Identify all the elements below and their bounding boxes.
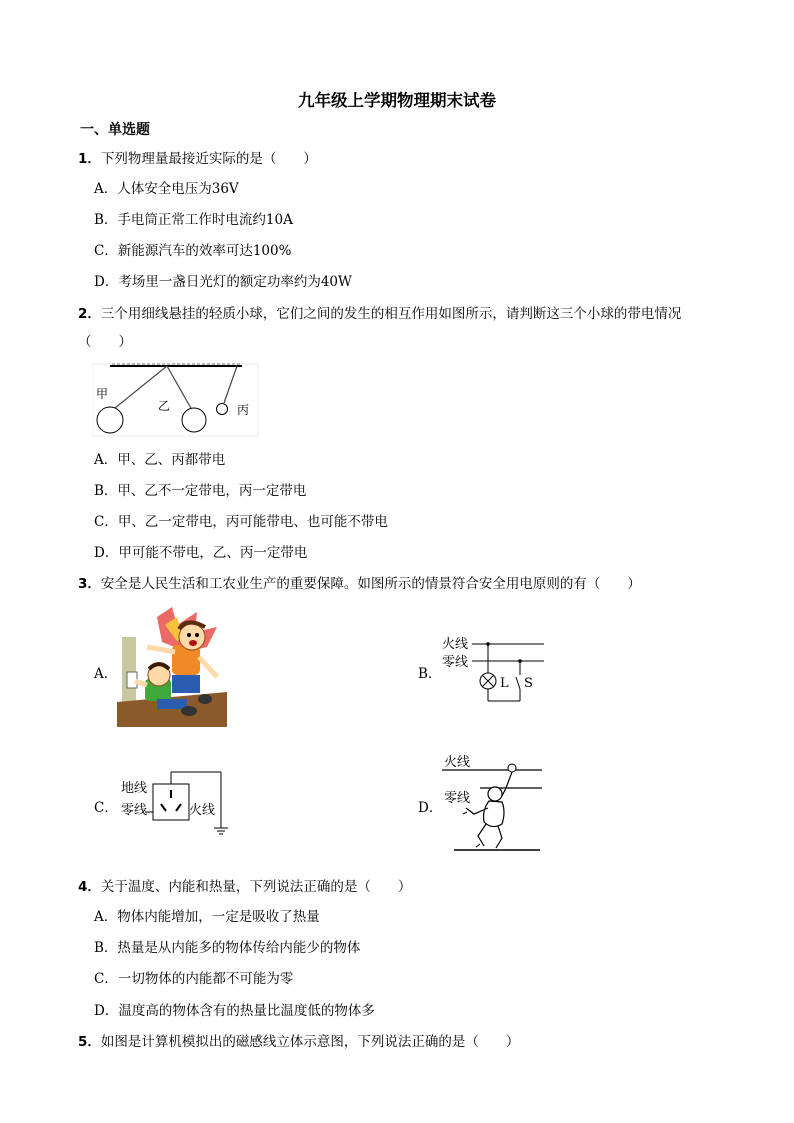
q3-option-b-letter: B． [418,666,442,682]
question-stem: 关于温度、内能和热量，下列说法正确的是（ ） [100,879,412,895]
question-number: 5． [78,1034,101,1050]
q2-option-c: C．甲、乙一定带电，丙可能带电、也可能不带电 [94,514,388,530]
fig-label-yi: 乙 [158,399,171,413]
q3-figure-a-electric-shock-cartoon [117,607,227,727]
question-5 [78,1030,519,1050]
q2-hanging-balls-figure [92,358,262,438]
q1-option-b: B．手电筒正常工作时电流约10A [94,212,293,228]
q1-option-a: A．人体安全电压为36V [94,181,239,197]
q3-figure-d-person-touching-wire [440,752,545,854]
question-number: 4． [78,879,101,895]
lamp-label: L [500,676,509,691]
q4-option-b: B．热量是从内能多的物体传给内能少的物体 [94,940,361,956]
neutral-wire-label: 零线 [121,803,148,818]
q3-option-a-letter: A． [94,666,118,682]
q2-option-b: B．甲、乙不一定带电，丙一定带电 [94,483,307,499]
ground-wire-label: 地线 [121,781,148,796]
question-stem: 如图是计算机模拟出的磁感线立体示意图，下列说法正确的是（ ） [100,1034,520,1050]
live-wire-label: 火线 [442,637,469,652]
question-2-stem-continued: （ ） [78,334,132,350]
q3-option-d-letter: D． [418,800,443,816]
switch-label: S [524,676,533,691]
q2-option-d: D．甲可能不带电，乙、丙一定带电 [94,545,308,561]
question-3 [78,572,641,592]
q3-figure-b-lamp-switch-circuit [440,633,550,708]
q3-option-c-letter: C． [94,800,118,816]
q1-option-d: D．考场里一盏日光灯的额定功率约为40W [94,274,352,290]
question-stem: 安全是人民生活和工农业生产的重要保障。如图所示的情景符合安全用电原则的有（ ） [100,576,641,592]
question-4 [78,875,411,895]
question-number: 1． [78,151,101,167]
fig-label-jia: 甲 [96,387,109,401]
live-wire-label: 火线 [189,803,216,818]
q1-option-c: C．新能源汽车的效率可达100% [94,243,292,259]
q4-option-c: C．一切物体的内能都不可能为零 [94,971,294,987]
question-number: 3． [78,576,101,592]
question-number: 2． [78,306,101,322]
question-1 [78,147,317,167]
live-wire-label: 火线 [444,755,471,770]
neutral-wire-label: 零线 [442,655,469,670]
neutral-wire-label: 零线 [444,791,471,806]
section-heading: 一、单选题 [80,122,150,138]
fig-label-bing: 丙 [237,403,250,417]
question-stem: 下列物理量最接近实际的是（ ） [100,151,317,167]
question-2 [78,302,681,322]
q4-option-d: D．温度高的物体含有的热量比温度低的物体多 [94,1003,375,1019]
question-stem: 三个用细线悬挂的轻质小球，它们之间的发生的相互作用如图所示，请判断这三个小球的带电情况 [100,306,682,322]
q3-figure-c-socket-wiring [119,768,239,838]
q4-option-a: A．物体内能增加，一定是吸收了热量 [94,909,320,925]
page-title: 九年级上学期物理期末试卷 [298,91,496,110]
q2-option-a: A．甲、乙、丙都带电 [94,452,226,468]
